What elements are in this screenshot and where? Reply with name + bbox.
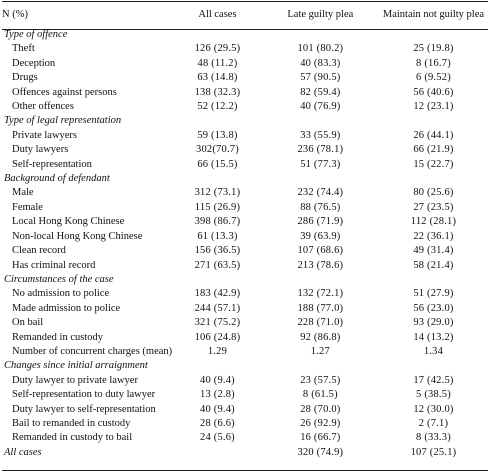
table-row — [2, 331, 489, 345]
table-row — [2, 259, 489, 273]
cell-all-cases: 63 (14.8) — [197, 72, 238, 84]
table-row — [2, 403, 489, 417]
cell-late-guilty: 26 (92.9) — [300, 417, 341, 429]
row-label: Male — [12, 187, 34, 199]
cell-all-cases: 302(70.7) — [196, 144, 239, 156]
cell-maintain: 56 (23.0) — [413, 302, 454, 314]
table-row — [2, 230, 489, 244]
cell-all-cases: 59 (13.8) — [197, 129, 238, 141]
cell-all-cases: 66 (15.5) — [197, 158, 238, 170]
cell-late-guilty: 8 (61.5) — [302, 389, 338, 401]
cell-all-cases: 106 (24.8) — [194, 331, 241, 343]
cell-maintain: 8 (16.7) — [416, 57, 451, 69]
section-title: Background of defendant — [4, 173, 110, 185]
cell-late-guilty: 188 (77.0) — [297, 302, 344, 314]
column-header-late-guilty: Late guilty plea — [287, 8, 354, 20]
cell-late-guilty: 232 (74.4) — [297, 187, 344, 199]
cell-all-cases: 28 (6.6) — [200, 417, 235, 429]
table-row — [2, 86, 489, 100]
cell-maintain: 93 (29.0) — [413, 317, 454, 329]
cell-late-guilty: 1.27 — [310, 345, 330, 357]
cell-maintain: 22 (36.1) — [413, 230, 454, 242]
cell-late-guilty: 16 (66.7) — [300, 432, 341, 444]
table-row — [2, 158, 489, 172]
table-row — [2, 143, 489, 157]
row-label: Local Hong Kong Chinese — [12, 216, 125, 228]
cell-maintain: 15 (22.7) — [413, 158, 454, 170]
row-label: Other offences — [12, 101, 74, 113]
table-row — [2, 417, 489, 431]
cell-maintain: 26 (44.1) — [413, 129, 454, 141]
cell-all-cases: 48 (11.2) — [197, 57, 238, 69]
row-label: Number of concurrent charges (mean) — [12, 345, 173, 357]
header-row — [2, 2, 489, 28]
table-row — [2, 100, 489, 114]
table-row — [2, 42, 489, 56]
total-late-guilty: 320 (74.9) — [297, 446, 344, 458]
section-title: Type of offence — [4, 29, 68, 40]
cell-maintain: 6 (9.52) — [416, 72, 451, 84]
row-label: No admission to police — [12, 288, 110, 300]
cell-late-guilty: 228 (71.0) — [297, 317, 344, 329]
row-label: Private lawyers — [12, 129, 78, 141]
table-row — [2, 215, 489, 229]
cell-all-cases: 244 (57.1) — [194, 302, 241, 314]
cell-all-cases: 52 (12.2) — [197, 101, 238, 113]
table-row — [2, 374, 489, 388]
cell-all-cases: 115 (26.9) — [194, 201, 241, 213]
bottom-rule — [2, 470, 488, 471]
table-row — [2, 129, 489, 143]
cell-all-cases: 271 (63.5) — [194, 259, 241, 271]
section-header — [2, 359, 489, 373]
cell-maintain: 12 (23.1) — [413, 101, 454, 113]
cell-late-guilty: 88 (76.5) — [300, 201, 341, 213]
total-maintain: 107 (25.1) — [410, 446, 457, 458]
cell-maintain: 8 (33.3) — [416, 432, 451, 444]
row-label: Duty lawyers — [12, 144, 69, 156]
cell-late-guilty: 107 (68.6) — [297, 245, 344, 257]
cell-maintain: 1.34 — [423, 345, 444, 357]
cell-late-guilty: 40 (83.3) — [300, 57, 341, 69]
total-all-cases — [172, 446, 263, 460]
column-header-maintain: Maintain not guilty plea — [382, 8, 485, 20]
row-label: Self-representation — [12, 158, 92, 170]
row-label: Bail to remanded in custody — [12, 417, 131, 429]
section-header — [2, 114, 489, 128]
cell-maintain: 49 (31.4) — [413, 245, 454, 257]
table-row — [2, 316, 489, 330]
cell-late-guilty: 82 (59.4) — [300, 86, 341, 98]
cell-late-guilty: 236 (78.1) — [297, 144, 344, 156]
cell-all-cases: 126 (29.5) — [194, 43, 241, 55]
cell-maintain: 27 (23.5) — [413, 201, 454, 213]
row-label: Remanded in custody to bail — [12, 432, 133, 444]
cell-late-guilty: 92 (86.8) — [300, 331, 341, 343]
row-label: Remanded in custody — [12, 331, 103, 343]
table-row — [2, 186, 489, 200]
column-header-all-cases: All cases — [198, 8, 237, 20]
cell-all-cases: 156 (36.5) — [194, 245, 241, 257]
cell-all-cases: 398 (86.7) — [194, 216, 241, 228]
cell-all-cases: 138 (32.3) — [194, 86, 241, 98]
cell-maintain: 25 (19.8) — [413, 43, 454, 55]
cell-all-cases: 312 (73.1) — [194, 187, 241, 199]
table-row — [2, 201, 489, 215]
row-label: Female — [12, 201, 43, 213]
cell-maintain: 5 (38.5) — [416, 389, 451, 401]
row-label: Has criminal record — [12, 259, 96, 271]
cell-late-guilty: 39 (63.9) — [300, 230, 341, 242]
cell-late-guilty: 40 (76.9) — [300, 101, 341, 113]
table-row — [2, 57, 489, 71]
row-label: Duty lawyer to self-representation — [12, 403, 156, 415]
row-label: Made admission to police — [12, 302, 121, 314]
cell-maintain: 58 (21.4) — [413, 259, 454, 271]
cell-maintain: 51 (27.9) — [413, 288, 454, 300]
cell-maintain: 17 (42.5) — [413, 374, 454, 386]
cell-maintain: 56 (40.6) — [413, 86, 454, 98]
row-label: Duty lawyer to private lawyer — [12, 374, 138, 386]
section-header — [2, 28, 489, 42]
cell-maintain: 80 (25.6) — [413, 187, 454, 199]
section-title: Circumstances of the case — [4, 273, 114, 285]
cell-all-cases: 13 (2.8) — [200, 389, 235, 401]
row-label: Theft — [12, 43, 35, 55]
cell-all-cases: 24 (5.6) — [200, 432, 235, 444]
cell-maintain: 66 (21.9) — [413, 144, 454, 156]
table-row — [2, 287, 489, 301]
row-label: Offences against persons — [12, 86, 117, 98]
section-header — [2, 273, 489, 287]
table-row — [2, 71, 489, 85]
total-row — [2, 446, 489, 460]
section-title: Type of legal representation — [4, 115, 122, 127]
column-header-label: N (%) — [2, 8, 28, 20]
row-label: Clean record — [12, 245, 66, 257]
cell-all-cases: 1.29 — [207, 345, 228, 357]
cell-all-cases: 40 (9.4) — [200, 374, 235, 386]
row-label: On bail — [12, 317, 44, 329]
row-label: Non-local Hong Kong Chinese — [12, 230, 143, 242]
cell-late-guilty: 23 (57.5) — [300, 374, 341, 386]
row-label: Self-representation to duty lawyer — [12, 389, 156, 401]
data-table — [2, 2, 489, 460]
cell-late-guilty: 51 (77.3) — [300, 158, 341, 170]
cell-maintain: 2 (7.1) — [418, 417, 449, 429]
cell-all-cases: 321 (75.2) — [194, 317, 241, 329]
table-body — [2, 28, 489, 460]
section-title: Changes since initial arraignment — [4, 360, 148, 372]
table-row — [2, 302, 489, 316]
row-label: Deception — [12, 57, 56, 69]
cell-late-guilty: 33 (55.9) — [300, 129, 341, 141]
cell-maintain: 14 (13.2) — [413, 331, 454, 343]
row-label: Drugs — [12, 72, 38, 84]
cell-late-guilty: 101 (80.2) — [297, 43, 344, 55]
table-row — [2, 244, 489, 258]
cell-late-guilty: 132 (72.1) — [297, 288, 344, 300]
cell-late-guilty: 28 (70.0) — [300, 403, 341, 415]
cell-late-guilty: 57 (90.5) — [300, 72, 341, 84]
cell-all-cases: 40 (9.4) — [200, 403, 235, 415]
cell-late-guilty: 286 (71.9) — [297, 216, 344, 228]
cell-all-cases: 183 (42.9) — [194, 288, 241, 300]
total-label: All cases — [4, 446, 42, 458]
table-row — [2, 388, 489, 402]
table-row — [2, 431, 489, 445]
cell-maintain: 112 (28.1) — [410, 216, 457, 228]
section-header — [2, 172, 489, 186]
cell-all-cases: 61 (13.3) — [197, 230, 238, 242]
table-row — [2, 345, 489, 359]
cell-maintain: 12 (30.0) — [413, 403, 454, 415]
cell-late-guilty: 213 (78.6) — [297, 259, 344, 271]
